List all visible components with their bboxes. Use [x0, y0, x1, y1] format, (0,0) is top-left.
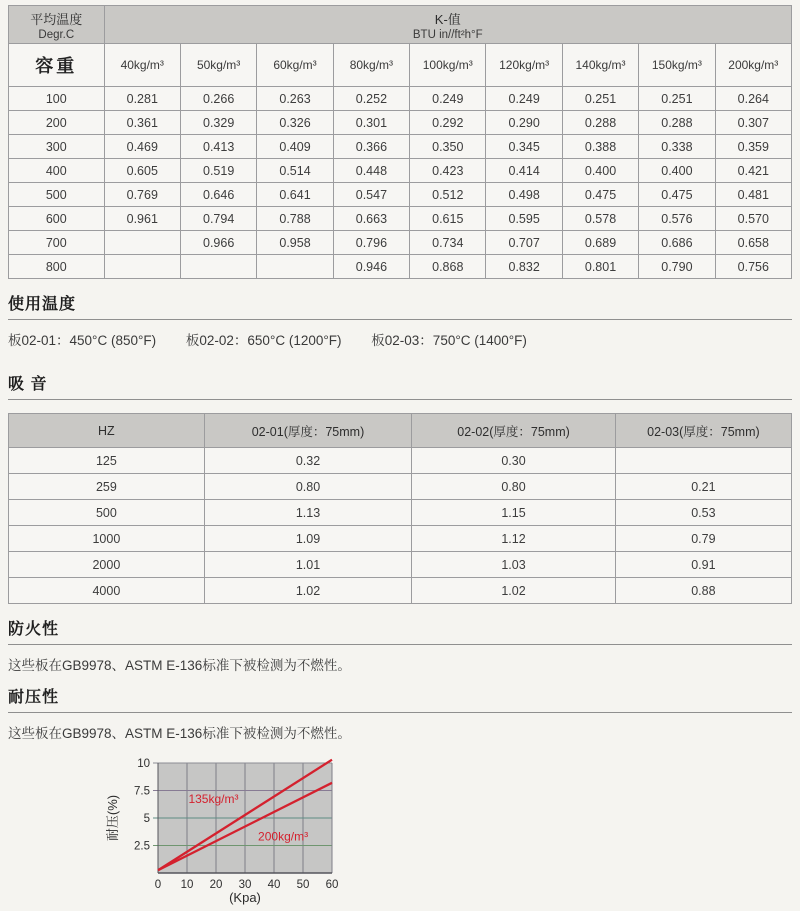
table-cell: 0.350 [410, 135, 486, 159]
table-cell: 0.663 [333, 207, 409, 231]
table-cell: 0.514 [257, 159, 333, 183]
table-cell: 0.329 [180, 111, 256, 135]
table-cell: 0.249 [486, 87, 562, 111]
table-cell: 1.13 [204, 500, 411, 526]
table-cell: 0.53 [615, 500, 791, 526]
table-row [9, 500, 792, 526]
table-row [9, 135, 792, 159]
y-tick-label: 2.5 [134, 840, 150, 853]
table-cell: 0.400 [639, 159, 715, 183]
table-cell: 0.961 [104, 207, 180, 231]
table-cell: 0.734 [410, 231, 486, 255]
table-cell: 0.481 [715, 183, 791, 207]
table-cell [104, 231, 180, 255]
table-cell: 1.15 [412, 500, 616, 526]
table-cell: 0.251 [562, 87, 638, 111]
table-cell: 0.423 [410, 159, 486, 183]
table-row [9, 87, 792, 111]
absorption-column-header: HZ [9, 414, 205, 448]
table-cell: 0.519 [180, 159, 256, 183]
table-cell: 0.868 [410, 255, 486, 279]
table-cell: 0.641 [257, 183, 333, 207]
table-cell: 0.88 [615, 578, 791, 604]
avg-temp-header-cell [9, 6, 105, 44]
table-cell: 0.32 [204, 448, 411, 474]
table-cell: 0.307 [715, 111, 791, 135]
pressure-chart-svg [100, 755, 400, 906]
table-cell: 0.91 [615, 552, 791, 578]
y-tick-label: 5 [143, 813, 150, 825]
pressure-section [8, 684, 792, 906]
x-tick-label: 50 [296, 879, 310, 891]
density-column-header: 80kg/m³ [333, 44, 409, 87]
table-cell: 500 [9, 500, 205, 526]
usage-temp-section [8, 291, 792, 349]
table-cell: 0.595 [486, 207, 562, 231]
kvalue-table [8, 5, 792, 279]
table-cell: 0.281 [104, 87, 180, 111]
table-cell: 0.30 [412, 448, 616, 474]
absorption-title: 吸 音 [8, 371, 792, 400]
series-label: 135kg/m³ [188, 792, 239, 807]
table-cell: 0.756 [715, 255, 791, 279]
table-cell: 600 [9, 207, 105, 231]
table-row [9, 552, 792, 578]
table-cell: 0.21 [615, 474, 791, 500]
table-cell: 0.290 [486, 111, 562, 135]
table-cell: 1000 [9, 526, 205, 552]
absorption-column-header: 02-02(厚度：75mm) [412, 414, 616, 448]
table-cell: 400 [9, 159, 105, 183]
table-row [9, 207, 792, 231]
table-cell: 0.361 [104, 111, 180, 135]
table-cell: 800 [9, 255, 105, 279]
absorption-column-header: 02-01(厚度：75mm) [204, 414, 411, 448]
table-cell: 0.288 [562, 111, 638, 135]
fire-section [8, 616, 792, 674]
table-cell: 0.448 [333, 159, 409, 183]
kvalue-header-row [9, 6, 792, 44]
table-cell: 0.475 [562, 183, 638, 207]
table-cell: 0.790 [639, 255, 715, 279]
table-cell: 0.605 [104, 159, 180, 183]
avg-temp-title: 平均温度 [30, 11, 83, 27]
table-cell: 0.475 [639, 183, 715, 207]
x-tick-label: 60 [325, 879, 339, 891]
table-cell: 300 [9, 135, 105, 159]
table-cell: 0.469 [104, 135, 180, 159]
table-cell: 0.251 [639, 87, 715, 111]
x-axis-label: (Kpa) [229, 890, 261, 905]
table-cell: 0.788 [257, 207, 333, 231]
table-cell: 0.288 [639, 111, 715, 135]
table-cell: 500 [9, 183, 105, 207]
fire-text: 这些板在GB9978、ASTM E-136标准下被检测为不燃性。 [8, 658, 351, 673]
table-cell: 0.658 [715, 231, 791, 255]
y-axis-label: 耐压(%) [105, 794, 120, 842]
kvalue-title: K-值 [434, 11, 461, 27]
kvalue-table-body [9, 87, 792, 279]
table-cell: 0.301 [333, 111, 409, 135]
table-cell: 1.02 [412, 578, 616, 604]
table-cell: 0.359 [715, 135, 791, 159]
table-cell: 0.966 [180, 231, 256, 255]
density-column-header: 50kg/m³ [180, 44, 256, 87]
pressure-title: 耐压性 [8, 684, 792, 713]
usage-temp-item: 板02-02：650°C (1200°F) [185, 333, 342, 348]
x-tick-label: 0 [154, 879, 162, 891]
y-tick-label: 7.5 [134, 785, 150, 798]
table-row [9, 183, 792, 207]
table-cell: 0.345 [486, 135, 562, 159]
table-cell: 0.686 [639, 231, 715, 255]
table-cell: 0.707 [486, 231, 562, 255]
absorption-section [8, 371, 792, 604]
table-cell: 0.338 [639, 135, 715, 159]
density-column-header: 150kg/m³ [639, 44, 715, 87]
usage-temp-item: 板02-01：450°C (850°F) [8, 333, 157, 348]
table-cell: 4000 [9, 578, 205, 604]
table-cell: 1.09 [204, 526, 411, 552]
table-row [9, 159, 792, 183]
table-cell: 0.252 [333, 87, 409, 111]
table-cell: 0.409 [257, 135, 333, 159]
table-row [9, 111, 792, 135]
table-cell: 0.615 [410, 207, 486, 231]
table-cell: 0.801 [562, 255, 638, 279]
table-cell: 125 [9, 448, 205, 474]
density-column-header: 60kg/m³ [257, 44, 333, 87]
table-row [9, 578, 792, 604]
table-cell: 0.263 [257, 87, 333, 111]
fire-title: 防火性 [8, 616, 792, 645]
table-cell: 100 [9, 87, 105, 111]
avg-temp-unit: Degr.C [38, 28, 75, 41]
table-cell: 0.400 [562, 159, 638, 183]
absorption-table-body [9, 448, 792, 604]
table-cell: 0.689 [562, 231, 638, 255]
usage-temp-values [8, 329, 792, 349]
table-cell: 0.326 [257, 111, 333, 135]
table-cell: 0.769 [104, 183, 180, 207]
table-cell: 0.79 [615, 526, 791, 552]
density-column-header: 100kg/m³ [410, 44, 486, 87]
table-cell: 0.266 [180, 87, 256, 111]
table-row [9, 474, 792, 500]
absorption-header-row [9, 414, 792, 448]
table-cell: 200 [9, 111, 105, 135]
table-cell: 0.958 [257, 231, 333, 255]
table-cell [104, 255, 180, 279]
density-column-header: 200kg/m³ [715, 44, 791, 87]
x-tick-label: 30 [238, 879, 252, 891]
table-cell: 0.576 [639, 207, 715, 231]
table-row [9, 231, 792, 255]
table-cell: 0.794 [180, 207, 256, 231]
usage-temp-item: 板02-03：750°C (1400°F) [371, 333, 527, 348]
density-column-header: 120kg/m³ [486, 44, 562, 87]
table-cell: 0.796 [333, 231, 409, 255]
pressure-chart [100, 755, 400, 906]
table-cell: 0.646 [180, 183, 256, 207]
table-cell: 0.570 [715, 207, 791, 231]
x-tick-label: 40 [267, 879, 281, 891]
table-cell: 0.249 [410, 87, 486, 111]
table-cell: 0.832 [486, 255, 562, 279]
x-tick-label: 20 [209, 879, 223, 891]
table-cell: 0.946 [333, 255, 409, 279]
absorption-table [8, 413, 792, 604]
usage-temp-title: 使用温度 [8, 291, 792, 320]
table-cell: 0.578 [562, 207, 638, 231]
kvalue-title-cell [104, 6, 791, 44]
table-cell: 0.547 [333, 183, 409, 207]
table-cell: 0.80 [412, 474, 616, 500]
table-row [9, 255, 792, 279]
table-cell: 0.264 [715, 87, 791, 111]
table-cell [615, 448, 791, 474]
pressure-text: 这些板在GB9978、ASTM E-136标准下被检测为不燃性。 [8, 726, 351, 741]
series-label: 200kg/m³ [258, 829, 309, 844]
table-cell: 1.01 [204, 552, 411, 578]
table-cell [180, 255, 256, 279]
absorption-column-header: 02-03(厚度：75mm) [615, 414, 791, 448]
table-cell: 0.388 [562, 135, 638, 159]
table-cell: 1.03 [412, 552, 616, 578]
table-row [9, 448, 792, 474]
table-cell: 259 [9, 474, 205, 500]
table-cell: 0.421 [715, 159, 791, 183]
table-cell: 0.414 [486, 159, 562, 183]
table-cell: 0.498 [486, 183, 562, 207]
x-tick-label: 10 [180, 879, 194, 891]
kvalue-columns-row [9, 44, 792, 87]
table-cell: 0.292 [410, 111, 486, 135]
table-cell: 0.413 [180, 135, 256, 159]
density-column-header: 40kg/m³ [104, 44, 180, 87]
density-row-header: 容重 [9, 44, 105, 87]
table-row [9, 526, 792, 552]
table-cell: 0.80 [204, 474, 411, 500]
table-cell [257, 255, 333, 279]
table-cell: 1.02 [204, 578, 411, 604]
density-column-header: 140kg/m³ [562, 44, 638, 87]
table-cell: 700 [9, 231, 105, 255]
kvalue-unit: BTU in//ft²h°F [412, 28, 483, 41]
table-cell: 0.512 [410, 183, 486, 207]
table-cell: 1.12 [412, 526, 616, 552]
table-cell: 2000 [9, 552, 205, 578]
table-cell: 0.366 [333, 135, 409, 159]
y-tick-label: 10 [137, 758, 150, 770]
